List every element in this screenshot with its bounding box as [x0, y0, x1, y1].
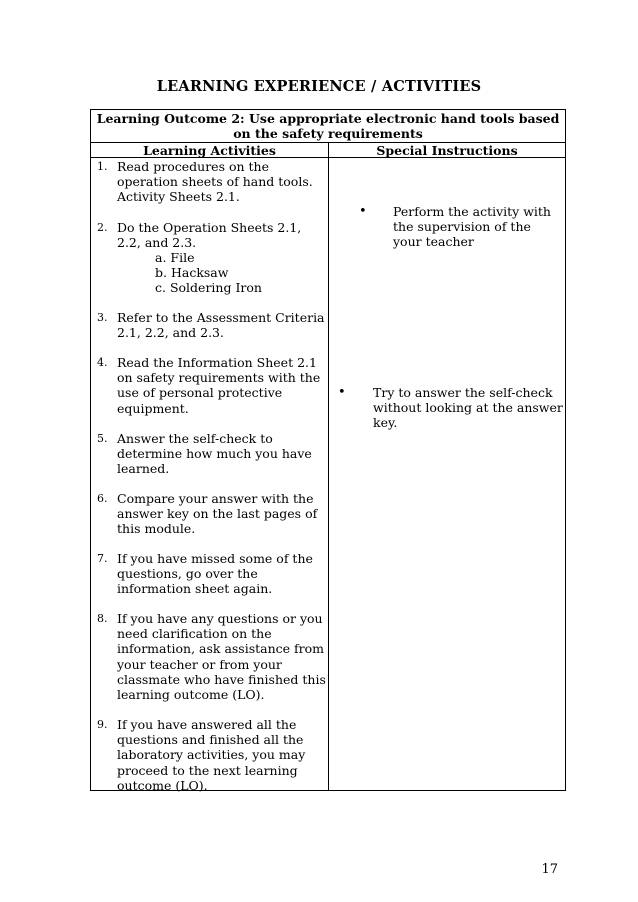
activity-number: 5. [97, 432, 108, 445]
page-title: LEARNING EXPERIENCE / ACTIVITIES [156, 78, 482, 95]
activity-number: 6. [97, 492, 108, 505]
activity-text: Answer the self-check to determine how much you have learned. [117, 431, 312, 477]
activity-text: If you have answered all the questions and finished all the laboratory activities, you may proceed to the next learning outcome (LO). [117, 717, 306, 793]
bullet-icon: • [359, 204, 367, 219]
subitem-letter: a. [155, 250, 167, 265]
header-special-instructions: Special Instructions [376, 143, 518, 158]
activity-number: 8. [97, 612, 108, 625]
activity-number: 9. [97, 718, 108, 731]
activity-number: 2. [97, 221, 108, 234]
activity-text: Read the Information Sheet 2.1 on safety requirements with the use of personal protective equipment. [117, 355, 321, 416]
activities-table [90, 109, 566, 791]
activity-text: Read procedures on the operation sheets of hand tools. Activity Sheets 2.1. [117, 159, 313, 205]
header-learning-activities: Learning Activities [143, 143, 276, 158]
subitem-letter: b. [155, 265, 167, 280]
activity-text: Do the Operation Sheets 2.1, 2.2, and 2.3. [117, 220, 302, 251]
activity-text: Compare your answer with the answer key on the last pages of this module. [117, 491, 318, 537]
activity-text: If you have missed some of the questions, go over the information sheet again. [117, 551, 313, 597]
activity-number: 7. [97, 552, 108, 565]
learning-outcome: Learning Outcome 2: Use appropriate electronic hand tools based on the safety requirements [91, 110, 565, 143]
subitem-text: File [170, 250, 195, 265]
subitem-letter: c. [155, 280, 166, 295]
activity-number: 4. [97, 356, 108, 369]
column-divider [328, 143, 329, 791]
subitem-text: Hacksaw [170, 265, 229, 280]
subitem-text: Soldering Iron [169, 280, 262, 295]
instruction-item-1: Perform the activity with the supervision of the your teacher [393, 204, 551, 250]
bullet-icon: • [338, 385, 346, 400]
subitem-c [155, 280, 262, 295]
instruction-item-2: Try to answer the self-check without looking at the answer key. [373, 385, 563, 431]
activity-number: 3. [97, 311, 108, 324]
subitem-b [155, 265, 228, 280]
activity-text: Refer to the Assessment Criteria 2.1, 2.2, and 2.3. [117, 310, 325, 341]
page-number: 17 [541, 862, 558, 877]
activity-text: If you have any questions or you need clarification on the information, ask assistance from your teacher or from your classmate who have finished this learning outcome (LO). [117, 611, 326, 703]
subitem-a [155, 250, 195, 265]
activity-number: 1. [97, 160, 108, 173]
